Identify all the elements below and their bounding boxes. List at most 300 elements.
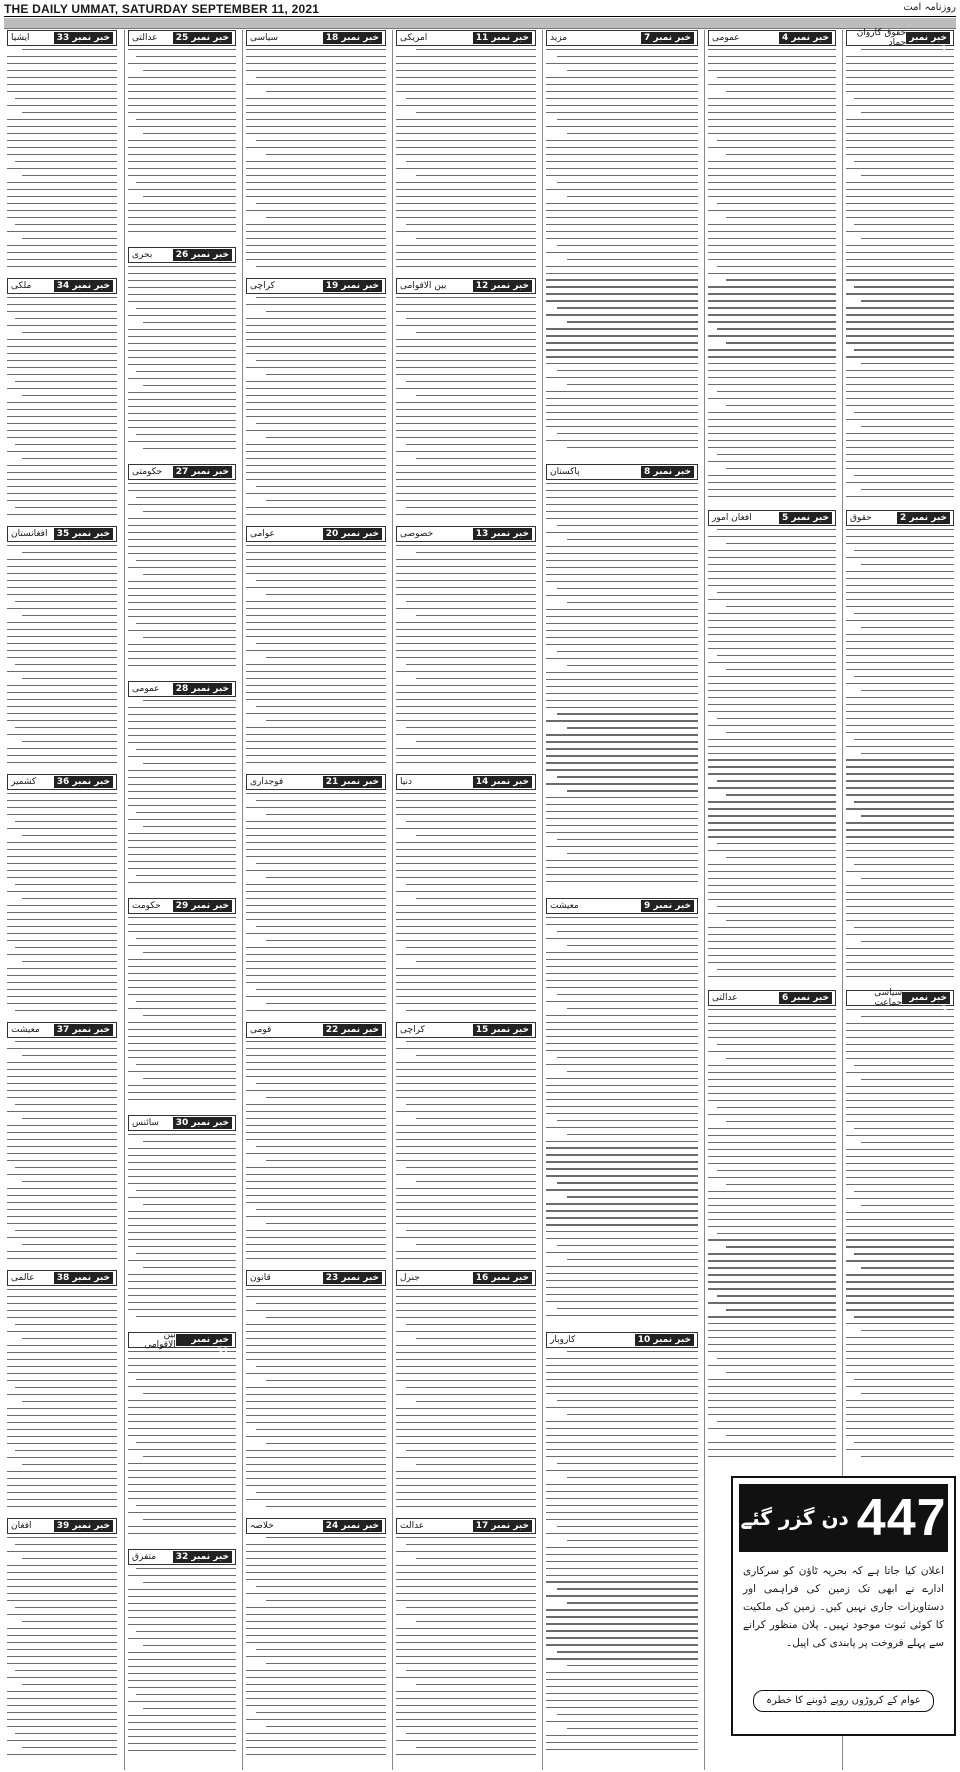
text-line [128,483,236,484]
text-line [246,1181,386,1182]
text-line [246,1010,386,1011]
text-line [7,430,117,431]
text-line [546,1742,698,1743]
text-line [266,1097,386,1098]
text-line [246,1125,386,1126]
story-text-lines [396,297,536,515]
text-line [246,1359,386,1360]
text-line [406,224,536,225]
text-line [708,1428,836,1429]
text-line [246,339,386,340]
text-line [246,133,386,134]
text-line [846,976,954,977]
text-line [708,913,836,914]
text-line [708,1253,836,1254]
story-text-lines [396,1041,536,1259]
text-line [7,814,117,815]
text-line [396,231,536,232]
text-line [708,759,836,760]
text-line [246,514,386,515]
text-line [396,559,536,560]
text-line [546,490,698,491]
text-line [128,1477,236,1478]
text-line [406,727,536,728]
text-line [546,560,698,561]
text-line [22,1464,117,1465]
news-story [396,1518,536,1761]
text-line [143,322,236,323]
text-line [846,1058,954,1059]
text-line [846,77,954,78]
text-line [136,1631,236,1632]
text-line [7,70,117,71]
text-line [396,182,536,183]
text-line [22,395,117,396]
story-tag [7,30,117,46]
text-line [546,1672,698,1673]
text-line [128,1435,236,1436]
text-line [246,1195,386,1196]
text-line [246,741,386,742]
text-line [708,662,836,663]
text-line [546,1519,698,1520]
text-line [136,1379,236,1380]
text-line [128,791,236,792]
text-line [546,1287,698,1288]
text-line [416,741,536,742]
text-line [546,644,698,645]
text-line [136,623,236,624]
text-line [7,926,117,927]
text-line [246,1551,386,1552]
text-line [246,734,386,735]
text-line [708,1135,836,1136]
text-line [396,629,536,630]
story-number: خبر نمبر 11 [473,32,532,44]
text-line [246,898,386,899]
text-line [546,300,698,301]
text-line [7,416,117,417]
text-line [546,189,698,190]
text-line [708,962,836,963]
text-line [396,755,536,756]
text-line [7,636,117,637]
text-line [7,1537,117,1538]
text-line [846,1184,954,1185]
text-line [708,927,836,928]
text-line [7,1132,117,1133]
text-line [246,1677,386,1678]
text-line [567,945,698,946]
text-line [846,906,954,907]
text-line [15,1167,117,1168]
text-line [396,1352,536,1353]
text-line [256,423,386,424]
text-line [128,1715,236,1716]
text-line [846,620,954,621]
text-line [416,175,536,176]
text-line [726,468,836,469]
text-line [396,828,536,829]
text-line [396,500,536,501]
story-title: حکومت [132,901,161,911]
text-line [246,1167,386,1168]
text-line [7,1677,117,1678]
text-line [846,1386,954,1387]
text-line [246,1747,386,1748]
text-line [717,266,836,267]
text-line [128,525,236,526]
text-line [708,1302,836,1303]
text-line [717,592,836,593]
text-line [266,1663,386,1664]
text-line [143,763,236,764]
text-line [546,279,698,280]
text-line [128,665,236,666]
text-line [846,1358,954,1359]
text-line [726,543,836,544]
text-line [246,1139,386,1140]
text-line [396,479,536,480]
text-line [396,671,536,672]
text-line [396,1572,536,1573]
text-line [546,987,698,988]
text-line [396,1146,536,1147]
text-line [396,580,536,581]
text-line [708,550,836,551]
text-line [726,857,836,858]
text-line [396,1408,536,1409]
text-line [546,637,698,638]
text-line [143,385,236,386]
text-line [846,1302,954,1303]
text-line [7,472,117,473]
text-line [546,1365,698,1366]
text-line [128,966,236,967]
text-line [246,252,386,253]
text-line [546,1575,698,1576]
text-line [708,412,836,413]
text-line [22,678,117,679]
text-line [406,601,536,602]
text-line [708,899,836,900]
text-line [416,238,536,239]
text-line [128,1288,236,1289]
text-line [128,756,236,757]
news-story [128,898,236,1106]
text-line [128,1750,236,1751]
text-line [128,602,236,603]
story-tag [546,1332,698,1348]
text-line [128,924,236,925]
text-line [15,1010,117,1011]
text-line [128,770,236,771]
story-title: پاکستان [550,467,580,477]
text-line [7,1076,117,1077]
text-line [128,350,236,351]
news-story [128,1115,236,1323]
text-line [7,451,117,452]
text-line [708,189,836,190]
story-tag [846,28,954,55]
text-line [708,1156,836,1157]
story-tag [246,30,386,46]
story-number: خبر نمبر 12 [473,280,532,292]
text-line [22,961,117,962]
text-line [726,1121,836,1122]
text-line [546,832,698,833]
text-line [567,1351,698,1352]
story-tag [708,990,836,1006]
text-line [15,821,117,822]
text-line [846,259,954,260]
text-line [708,571,836,572]
text-line [256,1146,386,1147]
text-line [128,112,236,113]
text-line [846,725,954,726]
text-line [708,711,836,712]
text-line [7,1153,117,1154]
text-line [128,357,236,358]
text-line [546,1294,698,1295]
text-line [246,685,386,686]
text-line [854,1128,954,1129]
text-line [7,1237,117,1238]
page-header [4,2,956,17]
text-line [143,448,236,449]
text-line [406,1324,536,1325]
text-line [246,1338,386,1339]
text-line [846,377,954,378]
column-7 [4,30,120,1770]
story-number: خبر نمبر 23 [323,1272,382,1284]
text-line [546,1435,698,1436]
text-line [854,1379,954,1380]
text-line [15,727,117,728]
text-line [396,217,536,218]
story-title: فوجداری [250,777,284,787]
story-title: سائنس [132,1118,159,1128]
text-line [7,493,117,494]
text-line [246,1118,386,1119]
text-line [7,1740,117,1741]
text-line [128,1680,236,1681]
story-number: خبر نمبر 33 [54,32,113,44]
text-line [861,175,954,176]
text-line [546,1203,698,1204]
text-line [396,1223,536,1224]
text-line [396,325,536,326]
text-line [7,905,117,906]
text-line [708,976,836,977]
text-line [128,1008,236,1009]
story-text-lines [246,1537,386,1755]
text-line [396,566,536,567]
text-line [7,1195,117,1196]
text-line [396,154,536,155]
text-line [7,580,117,581]
text-line [846,384,954,385]
text-line [708,175,836,176]
text-line [246,1104,386,1105]
text-line [846,482,954,483]
story-tag [128,1330,236,1357]
text-line [128,1211,236,1212]
story-tag [396,1270,536,1286]
text-line [7,266,117,267]
text-line [557,1714,698,1715]
text-line [396,608,536,609]
text-line [246,912,386,913]
text-line [128,175,236,176]
text-line [708,801,836,802]
text-line [396,1216,536,1217]
text-line [708,676,836,677]
text-line [128,413,236,414]
text-line [557,1526,698,1527]
text-line [717,140,836,141]
text-line [708,787,836,788]
story-number: خبر نمبر 32 [173,1551,232,1563]
text-line [246,56,386,57]
text-line [846,1407,954,1408]
text-line [546,658,698,659]
text-line [557,182,698,183]
text-line [717,1107,836,1108]
text-line [708,1386,836,1387]
news-story [7,1270,117,1513]
text-line [846,899,954,900]
text-line [246,587,386,588]
news-story [546,464,698,888]
news-story [396,278,536,521]
text-line [708,349,836,350]
text-line [846,543,954,544]
text-line [546,574,698,575]
text-line [128,1533,236,1534]
story-number: خبر نمبر 38 [54,1272,113,1284]
text-line [708,1239,836,1240]
text-line [246,1055,386,1056]
story-title: خلاصہ [250,1521,274,1531]
text-line [246,1296,386,1297]
text-line [246,196,386,197]
text-line [726,1309,836,1310]
text-line [246,727,386,728]
text-line [854,349,954,350]
text-line [246,479,386,480]
text-line [22,1118,117,1119]
text-line [708,252,836,253]
text-line [22,835,117,836]
text-line [266,1537,386,1538]
text-line [557,1651,698,1652]
text-line [846,210,954,211]
text-line [846,419,954,420]
story-text-lines [246,297,386,515]
text-line [128,861,236,862]
text-line [128,644,236,645]
text-line [567,539,698,540]
text-line [846,356,954,357]
text-line [246,119,386,120]
text-line [246,409,386,410]
text-line [246,1635,386,1636]
text-line [7,863,117,864]
text-line [567,1134,698,1135]
text-line [266,1506,386,1507]
text-line [128,854,236,855]
story-number: خبر نمبر 39 [54,1520,113,1532]
text-line [246,168,386,169]
story-number: خبر نمبر 9 [641,900,694,912]
text-line [846,1365,954,1366]
text-line [708,683,836,684]
text-line [7,1478,117,1479]
text-line [546,1078,698,1079]
story-text-lines [846,1009,954,1457]
text-line [246,842,386,843]
text-line [846,440,954,441]
text-line [708,753,836,754]
text-line [256,1712,386,1713]
text-line [128,1498,236,1499]
story-number: خبر نمبر 17 [473,1520,532,1532]
text-line [546,1533,698,1534]
text-line [546,1015,698,1016]
text-line [128,539,236,540]
text-line [546,1623,698,1624]
text-line [846,1344,954,1345]
text-line [7,877,117,878]
text-line [246,713,386,714]
text-line [7,346,117,347]
text-line [396,989,536,990]
text-line [396,1677,536,1678]
story-text-lines [846,529,954,977]
text-line [7,1691,117,1692]
text-line [7,1394,117,1395]
text-line [861,627,954,628]
text-line [246,1499,386,1500]
text-line [7,968,117,969]
story-title: ایشیا [11,33,30,43]
text-line [406,98,536,99]
text-line [128,1358,236,1359]
text-line [7,126,117,127]
text-line [396,720,536,721]
text-line [846,606,954,607]
text-line [246,304,386,305]
column-6 [124,30,239,1770]
text-line [396,699,536,700]
story-number: خبر نمبر 24 [323,1520,382,1532]
story-tag [246,774,386,790]
text-line [22,49,117,50]
text-line [396,1628,536,1629]
text-line [416,1181,536,1182]
text-line [846,1107,954,1108]
text-line [726,91,836,92]
news-story [7,1022,117,1265]
text-line [854,475,954,476]
text-line [846,182,954,183]
text-line [708,1009,836,1010]
text-line [546,1421,698,1422]
text-line [256,140,386,141]
text-line [717,391,836,392]
story-title: معیشت [11,1025,40,1035]
